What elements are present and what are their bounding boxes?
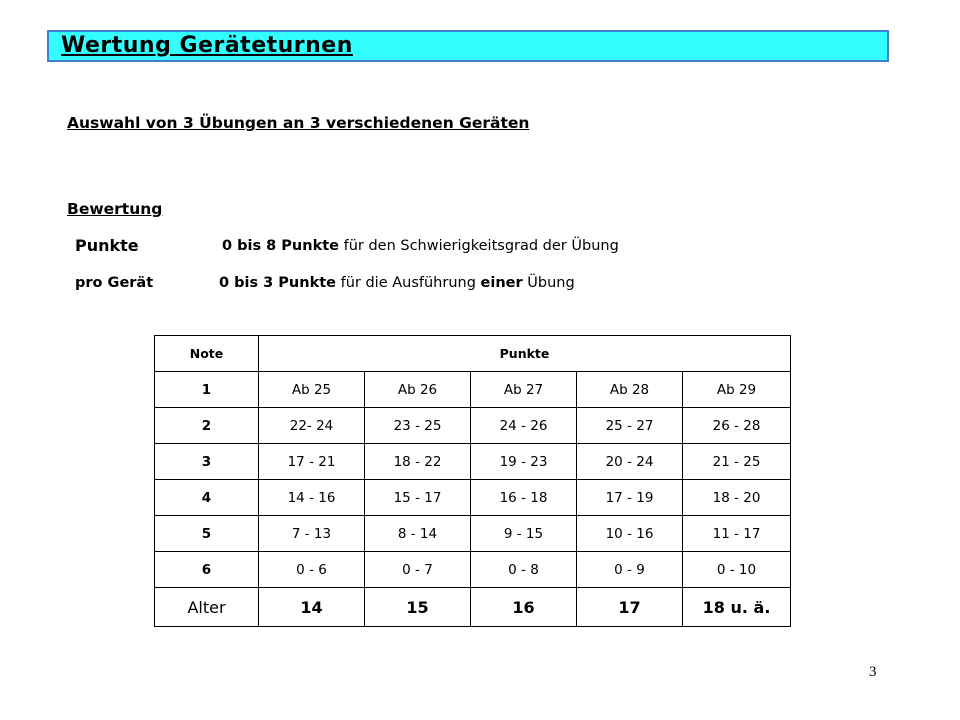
points-cell: Ab 29 [683,372,791,408]
difficulty-points-description: für den Schwierigkeitsgrad der Übung [338,238,619,254]
points-cell: 0 - 10 [683,552,791,588]
points-cell: 25 - 27 [577,408,683,444]
age-cell: 17 [577,588,683,627]
grading-table [154,335,791,627]
points-cell: 14 - 16 [259,480,365,516]
note-cell: 5 [155,516,259,552]
subtitle: Auswahl von 3 Übungen an 3 verschiedenen Geräten [67,114,530,132]
points-cell: 26 - 28 [683,408,791,444]
note-cell: 3 [155,444,259,480]
note-cell: 1 [155,372,259,408]
table-row [155,516,791,552]
execution-points-description: für die Ausführung [335,275,481,291]
age-label: Alter [155,588,259,627]
note-cell: 6 [155,552,259,588]
table-row [155,552,791,588]
points-cell: 23 - 25 [365,408,471,444]
points-cell: 9 - 15 [471,516,577,552]
points-cell: 0 - 7 [365,552,471,588]
bewertung-heading: Bewertung [67,200,163,218]
points-cell: 0 - 9 [577,552,683,588]
table-row [155,372,791,408]
table-header-row [155,336,791,372]
points-cell: 17 - 19 [577,480,683,516]
pro-geraet-label: pro Gerät [75,275,154,291]
points-cell: 16 - 18 [471,480,577,516]
points-cell: 8 - 14 [365,516,471,552]
execution-points-emphasis: einer [480,275,523,291]
points-cell: Ab 25 [259,372,365,408]
age-row [155,588,791,627]
points-cell: Ab 26 [365,372,471,408]
table-row [155,408,791,444]
points-cell: 21 - 25 [683,444,791,480]
points-cell: 0 - 8 [471,552,577,588]
age-cell: 15 [365,588,471,627]
execution-points-line [219,275,575,291]
table-row [155,444,791,480]
age-cell: 16 [471,588,577,627]
difficulty-points-range: 0 bis 8 Punkte [222,238,339,254]
points-cell: 18 - 20 [683,480,791,516]
note-cell: 2 [155,408,259,444]
punkte-label: Punkte [75,236,139,255]
points-cell: 7 - 13 [259,516,365,552]
header-note: Note [155,336,259,372]
title-bar [47,30,889,62]
points-cell: 18 - 22 [365,444,471,480]
page-title: Wertung Geräteturnen [61,33,353,58]
age-cell: 18 u. ä. [683,588,791,627]
points-cell: 11 - 17 [683,516,791,552]
points-cell: 19 - 23 [471,444,577,480]
page-number: 3 [869,664,877,680]
points-cell: 0 - 6 [259,552,365,588]
points-cell: 22- 24 [259,408,365,444]
points-cell: 24 - 26 [471,408,577,444]
age-cell: 14 [259,588,365,627]
points-cell: 20 - 24 [577,444,683,480]
points-cell: 15 - 17 [365,480,471,516]
points-cell: Ab 27 [471,372,577,408]
table-row [155,480,791,516]
points-cell: Ab 28 [577,372,683,408]
header-punkte: Punkte [259,336,791,372]
points-cell: 10 - 16 [577,516,683,552]
execution-points-description-end: Übung [522,275,575,291]
points-cell: 17 - 21 [259,444,365,480]
execution-points-range: 0 bis 3 Punkte [219,275,336,291]
note-cell: 4 [155,480,259,516]
difficulty-points-line [222,238,619,254]
